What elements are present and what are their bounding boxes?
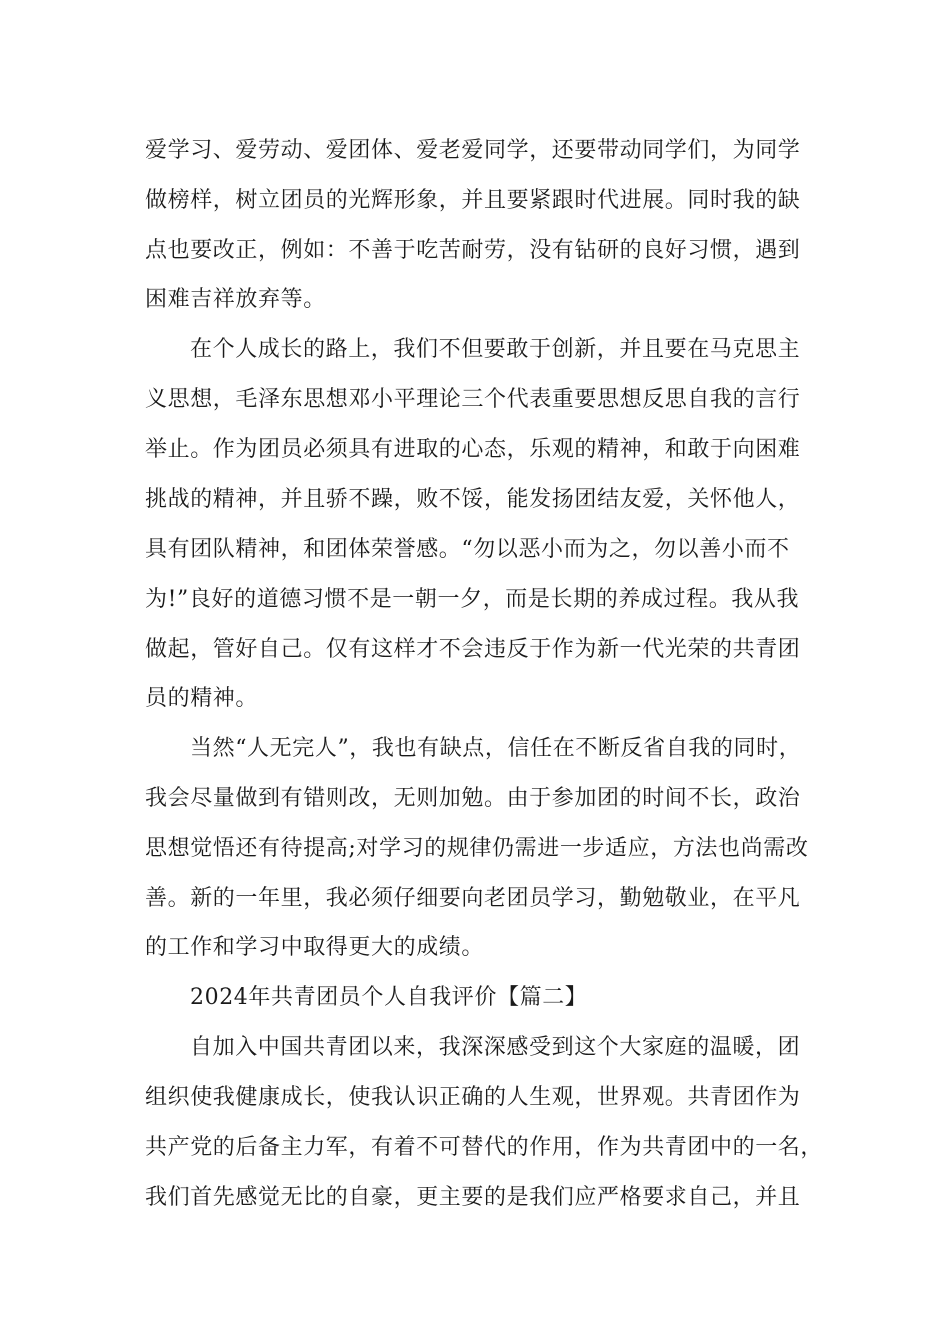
- paragraph-3-line-3: 思想觉悟还有待提高;对学习的规律仍需进一步适应，方法也尚需改: [145, 836, 809, 861]
- paragraph-3-line-1: 当然“人无完人”，我也有缺点，信任在不断反省自我的同时，: [190, 736, 802, 761]
- paragraph-1-line-1: 爱学习、爱劳动、爱团体、爱老爱同学，还要带动同学们，为同学: [145, 138, 801, 163]
- paragraph-1-line-2: 做榜样，树立团员的光辉形象，并且要紧跟时代进展。同时我的缺: [145, 188, 801, 213]
- paragraph-4-line-4: 我们首先感觉无比的自豪，更主要的是我们应严格要求自己，并且: [145, 1185, 801, 1210]
- section-heading: 2024年共青团员个人自我评价【篇二】: [190, 985, 588, 1010]
- paragraph-2-line-7: 做起，管好自己。仅有这样才不会违反于作为新一代光荣的共青团: [145, 637, 801, 662]
- paragraph-2-line-8: 员的精神。: [145, 686, 259, 711]
- paragraph-2-line-5: 具有团队精神，和团体荣誉感。“勿以恶小而为之，勿以善小而不: [145, 537, 790, 562]
- paragraph-1-line-3: 点也要改正，例如：不善于吃苦耐劳，没有钻研的良好习惯，遇到: [145, 238, 801, 263]
- paragraph-2-line-6: 为!”良好的道德习惯不是一朝一夕，而是长期的养成过程。我从我: [145, 587, 800, 612]
- paragraph-3-line-2: 我会尽量做到有错则改，无则加勉。由于参加团的时间不长，政治: [145, 786, 801, 811]
- paragraph-3-line-4: 善。新的一年里，我必须仔细要向老团员学习，勤勉敬业，在平凡: [145, 886, 801, 911]
- paragraph-4-line-2: 组织使我健康成长，使我认识正确的人生观，世界观。共青团作为: [145, 1085, 801, 1110]
- paragraph-1-line-4: 困难吉祥放弃等。: [145, 287, 326, 312]
- paragraph-2-line-2: 义思想，毛泽东思想邓小平理论三个代表重要思想反思自我的言行: [145, 387, 801, 412]
- paragraph-3-line-5: 的工作和学习中取得更大的成绩。: [145, 935, 485, 960]
- paragraph-4-line-1: 自加入中国共青团以来，我深深感受到这个大家庭的温暖，团: [190, 1035, 801, 1060]
- paragraph-4-line-3: 共产党的后备主力军，有着不可替代的作用，作为共青团中的一名，: [145, 1135, 824, 1160]
- paragraph-2-line-4: 挑战的精神，并且骄不躁，败不馁，能发扬团结友爱，关怀他人，: [145, 487, 801, 512]
- paragraph-2-line-1: 在个人成长的路上，我们不但要敢于创新，并且要在马克思主: [190, 337, 801, 362]
- paragraph-2-line-3: 举止。作为团员必须具有进取的心态，乐观的精神，和敢于向困难: [145, 437, 801, 462]
